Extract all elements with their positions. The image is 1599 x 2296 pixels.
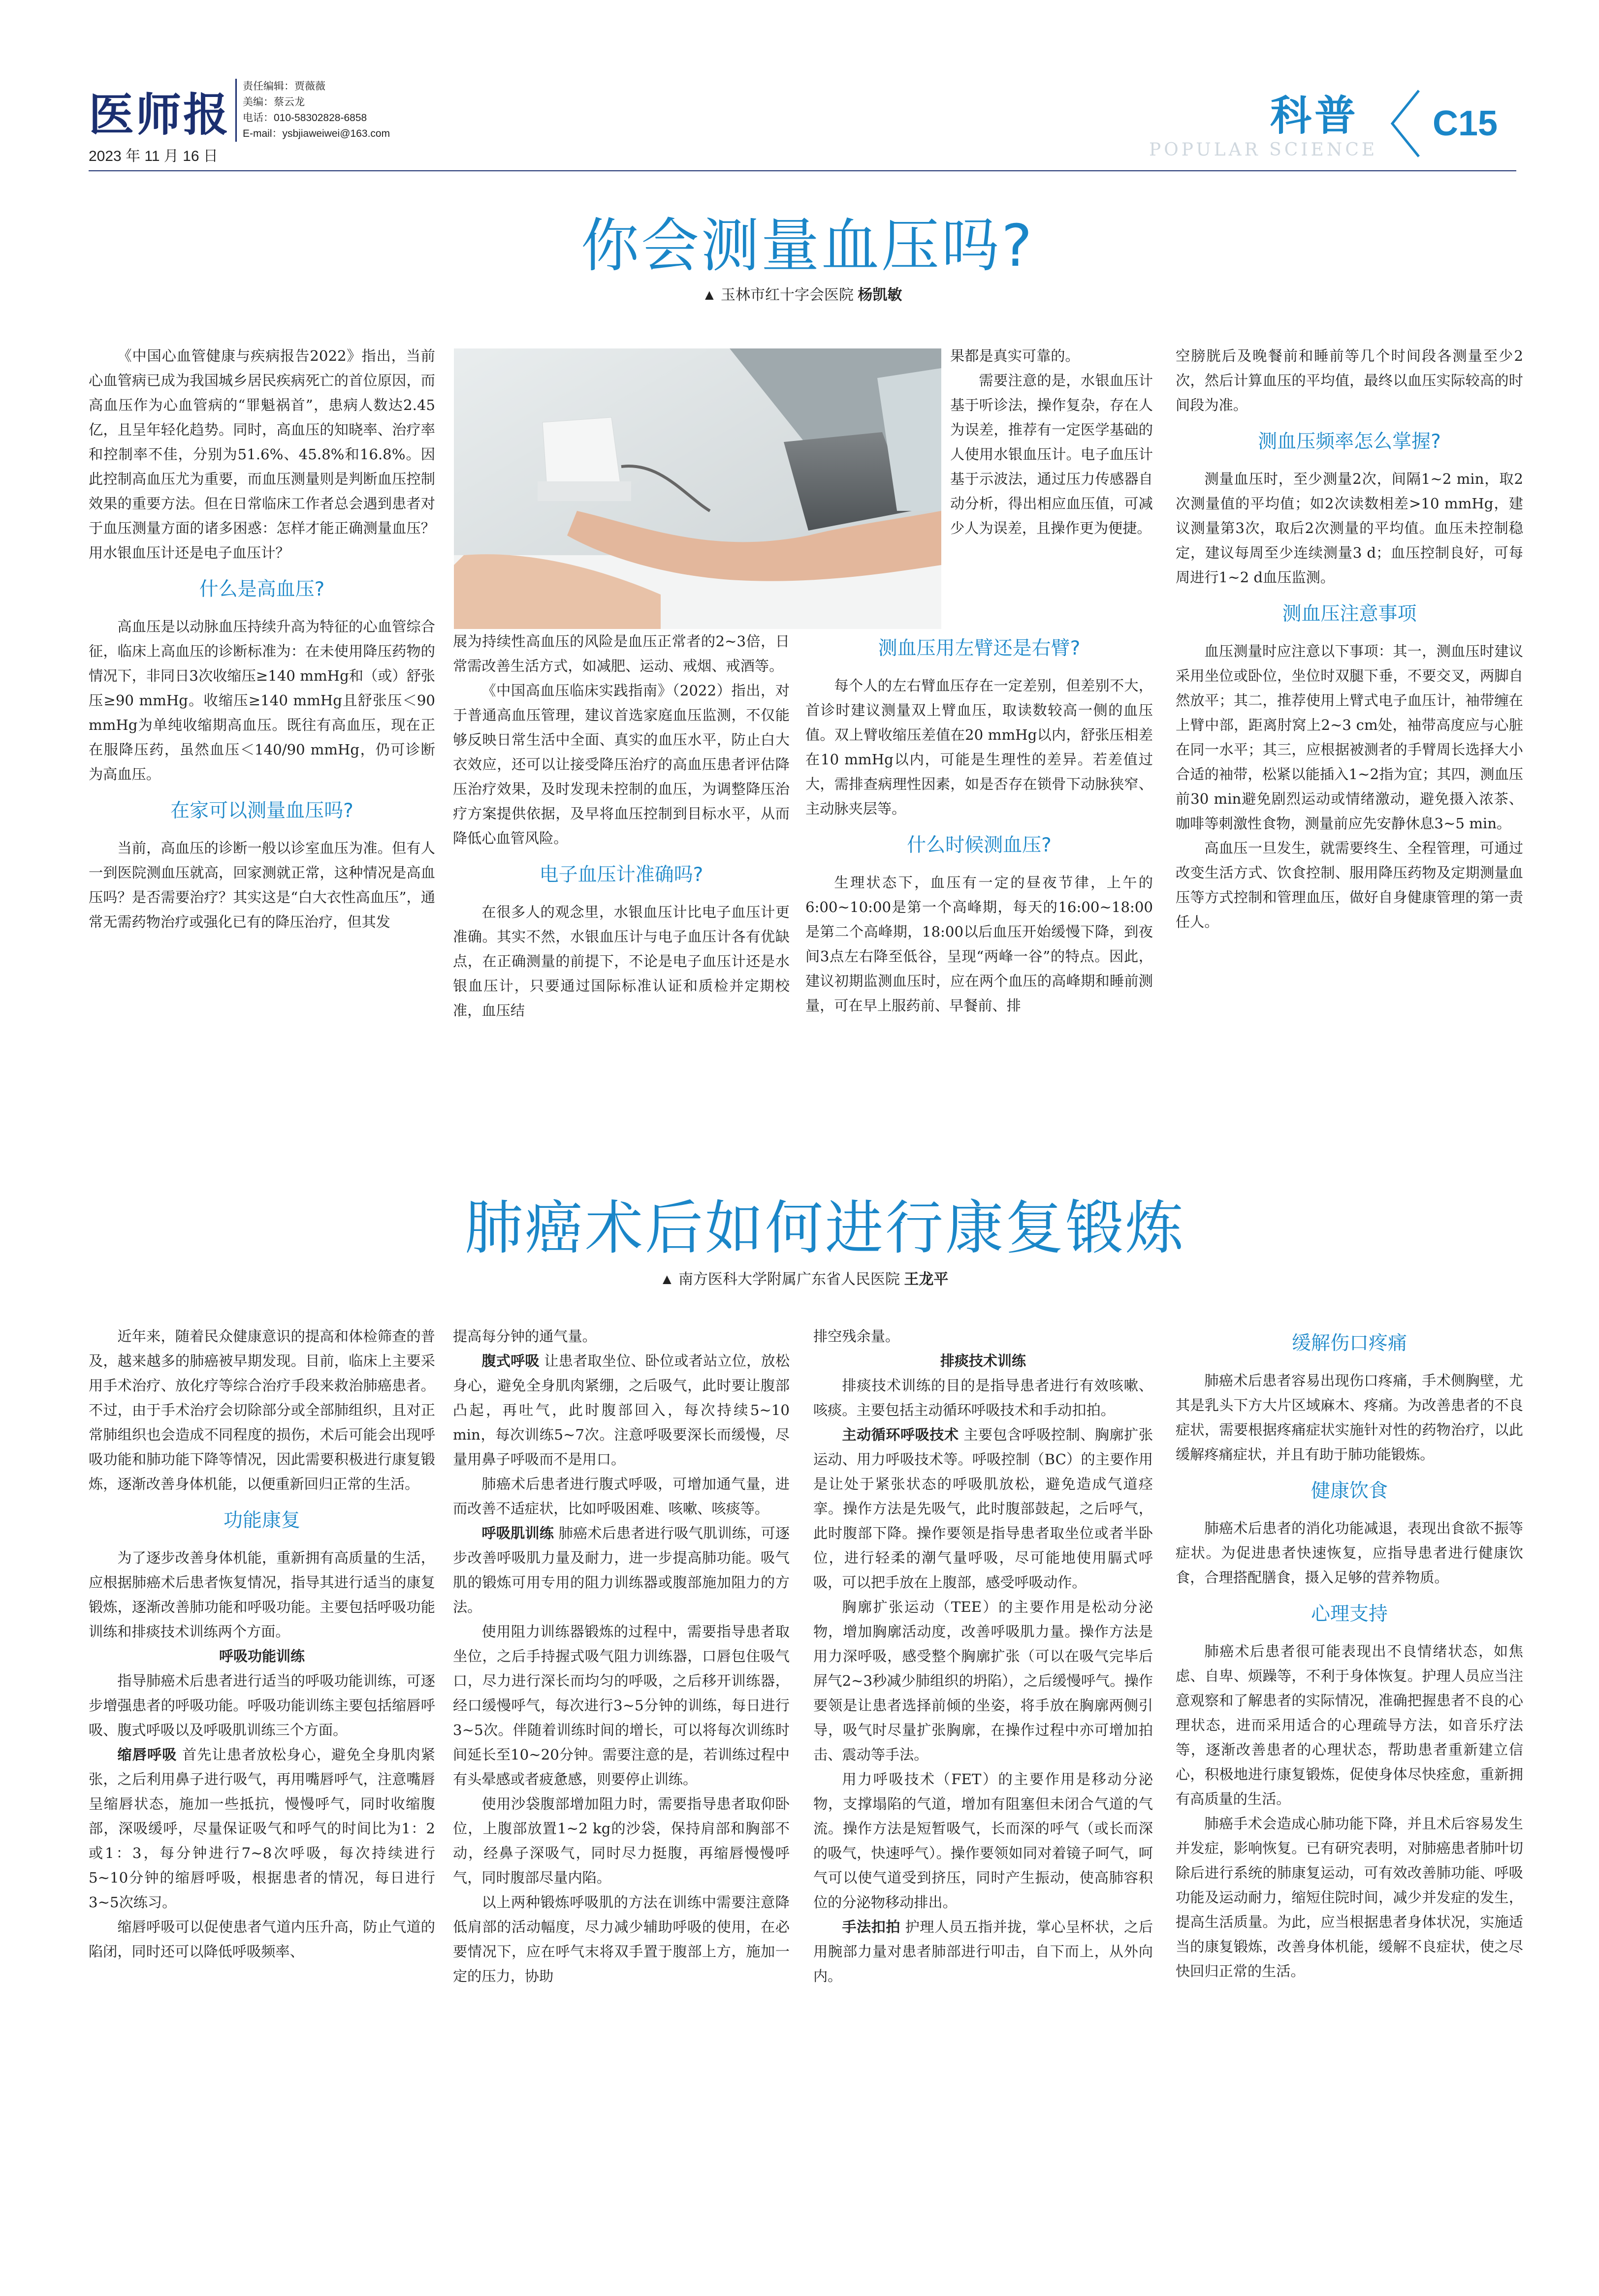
paragraph: 每个人的左右臂血压存在一定差别，但差别不大，首诊时建议测量双上臂血压，取读数较高一侧的血压值。双上臂收缩压差值在20 mmHg以内，舒张压相差在10 mmHg以内，可能是生理性的差异。若差值过大，需排查病理性因素，如是否存在锁骨下动脉狭窄、主动脉夹层等。: [805, 677, 1153, 817]
editor-line: 责任编辑：贾薇薇: [243, 81, 325, 92]
lead-term: 呼吸肌训练: [481, 1525, 554, 1541]
paragraph: 肺癌术后患者的消化功能减退，表现出食欲不振等症状。为促进患者快速恢复，应指导患者进行健康饮食，合理搭配膳食，摄入足够的营养物质。: [1176, 1520, 1523, 1586]
paragraph: 缩唇呼吸可以促使患者气道内压升高，防止气道的陷闭，同时还可以降低呼吸频率、: [89, 1919, 435, 1960]
paragraph: [813, 1915, 1153, 1988]
lead-term: 腹式呼吸: [481, 1352, 540, 1369]
lead-term: 手法扣拍: [842, 1919, 900, 1935]
article1-byline: [702, 283, 902, 304]
article2-column-1: [89, 1324, 435, 1964]
paragraph: 血压测量时应注意以下事项：其一，测血压时建议采用坐位或卧位，坐位时双腿下垂，不要交叉，两脚自然放平；其二，推荐使用上臂式电子血压计，袖带缠在上臂中部，距离肘窝上2~3 cm处，袖带高度应与心脏在同一水平；其三，应根据被测者的手臂周长选择大小合适的袖带，松紧以能插入1~2指为宜；其四，测血压前30 min避免剧烈运动或情绪激动，避免摄入浓茶、咖啡等刺激性食物，测量前应先安静休息3~5 min。: [1176, 643, 1523, 832]
designer-line: 美编：蔡云龙: [243, 96, 305, 108]
paragraph-text: 主要包含呼吸控制、胸廓扩张运动、用力呼吸技术等。呼吸控制（BC）的主要作用是让处于紧张状态的呼吸肌放松，避免造成气道痉挛。操作方法是先吸气，此时腹部鼓起，之后呼气，此时腹部下降。操作要领是指导患者取坐位或者半卧位，进行轻柔的潮气量呼吸，尽可能地使用膈式呼吸，可以把手放在上腹部，感受呼吸动作。: [813, 1426, 1153, 1591]
article1-author: 杨凯敏: [858, 287, 902, 303]
paragraph-text: 让患者取坐位、卧位或者站立位，放松身心，避免全身肌肉紧绷，之后吸气，此时要让腹部凸起，再吐气，此时腹部回入，每次持续5~10 min，每次训练5~7次。注意呼吸要深长而缓慢，尽量用鼻子呼吸而不是用口。: [453, 1352, 790, 1468]
article2-title: 肺癌术后如何进行康复锻炼: [465, 1194, 1186, 1262]
paragraph: [453, 1349, 790, 1472]
paragraph: 近年来，随着民众健康意识的提高和体检筛查的普及，越来越多的肺癌被早期发现。目前，临床上主要采用手术治疗、放化疗等综合治疗手段来救治肺癌患者。不过，由于手术治疗会切除部分或全部肺组织，且对正常肺组织也会造成不同程度的损伤，术后可能会出现呼吸功能和肺功能下降等情况，因此需要积极进行康复锻炼，逐渐改善身体机能，以便重新回归正常的生活。: [89, 1328, 435, 1492]
section-heading: 电子血压计准确吗?: [539, 864, 704, 886]
paragraph: 排痰技术训练的目的是指导患者进行有效咳嗽、咳痰。主要包括主动循环呼吸技术和手动扣拍。: [813, 1377, 1153, 1418]
article2-author: 王龙平: [904, 1271, 949, 1288]
lead-term: 主动循环呼吸技术: [842, 1426, 959, 1443]
paragraph: 测量血压时，至少测量2次，间隔1~2 min，取2次测量值的平均值；如2次读数相差>10 mmHg，建议测量第3次，取后2次测量的平均值。血压未控制稳定，建议每周至少连续测量3 d；血压控制良好，可每周进行1~2 d血压监测。: [1176, 471, 1523, 586]
article2-byline-org: ▲ 南方医科大学附属广东省人民医院: [660, 1271, 904, 1288]
lead-term: 缩唇呼吸: [117, 1746, 177, 1763]
paragraph: 指导肺癌术后患者进行适当的呼吸功能训练，可逐步增强患者的呼吸功能。呼吸功能训练主要包括缩唇呼吸、腹式呼吸以及呼吸肌训练三个方面。: [89, 1672, 435, 1738]
paragraph: [89, 1742, 435, 1915]
paragraph: 排空残余量。: [813, 1328, 900, 1345]
paragraph: 在很多人的观念里，水银血压计比电子血压计更准确。其实不然，水银血压计与电子血压计各有优缺点，在正确测量的前提下，不论是电子血压计还是水银血压计，只要通过国际标准认证和质检并定期校准，血压结: [453, 904, 790, 1019]
article1-byline-org: ▲ 玉林市红十字会医院: [702, 287, 858, 303]
section-heading: 测血压用左臂还是右臂?: [878, 637, 1081, 660]
paragraph-text: 护理人员五指并拢，掌心呈杯状，之后用腕部力量对患者肺部进行叩击，自下而上，从外向内。: [813, 1919, 1153, 1984]
paragraph: 《中国心血管健康与疾病报告2022》指出，当前心血管病已成为我国城乡居民疾病死亡的首位原因，而高血压作为心血管病的“罪魁祸首”，患病人数达2.45亿，且呈年轻化趋势。同时，高血压的知晓率、治疗率和控制率不佳，分别为51.6%、45.8%和16.8%。因此控制高血压尤为重要，而血压测量则是判断血压控制效果的重要方法。但在日常临床工作者总会遇到患者对于血压测量方面的诸多困惑：怎样才能正确测量血压？用水银血压计还是电子血压计？: [89, 347, 435, 561]
article1-column-2: [453, 629, 790, 1023]
paragraph: 肺癌术后患者容易出现伤口疼痛，手术侧胸壁，尤其是乳头下方大片区域麻木、疼痛。为改善患者的不良症状，需要根据疼痛症状实施针对性的药物治疗，以此缓解疼痛症状，并且有助于肺功能锻炼。: [1176, 1372, 1523, 1463]
page-number: C15: [1433, 104, 1498, 143]
section-heading: 在家可以测量血压吗?: [170, 800, 353, 822]
editor-info: [235, 79, 390, 142]
article2-column-4: [1176, 1319, 1523, 1983]
paragraph: 使用阻力训练器锻炼的过程中，需要指导患者取坐位，之后手持握式吸气阻力训练器，口唇包住吸气口，尽力进行深长而均匀的呼吸，之后移开训练器，经口缓慢呼气，每次进行3~5分钟的训练，每日进行3~5次。伴随着训练时间的增长，可以将每次训练时间延长至10~20分钟。需要注意的是，若训练过程中有头晕感或者疲惫感，则要停止训练。: [453, 1623, 790, 1788]
blood-pressure-photo: [454, 348, 941, 629]
email-line: E-mail：ysbjiaweiwei@163.com: [243, 128, 390, 139]
article1-column-4: [1176, 344, 1523, 934]
newspaper-logo: 医师报: [89, 88, 231, 141]
section-heading: 什么时候测血压?: [907, 834, 1052, 856]
article1-column-3: [805, 624, 1153, 1018]
article2-column-2: [453, 1324, 790, 1988]
paragraph: [813, 1422, 1153, 1595]
paragraph: 肺癌术后患者很可能表现出不良情绪状态，如焦虑、自卑、烦躁等，不利于身体恢复。护理人员应当注意观察和了解患者的实际情况，准确把握患者不良的心理状态，进而采用适合的心理疏导方法，如音乐疗法等，逐渐改善患者的心理状态，帮助患者重新建立信心，积极地进行康复锻炼，促使身体尽快痊愈，重新拥有高质量的生活。: [1176, 1643, 1523, 1807]
sub-heading: 呼吸功能训练: [219, 1648, 305, 1665]
paragraph: [453, 1521, 790, 1619]
paragraph: 《中国高血压临床实践指南》（2022）指出，对于普通高血压管理，建议首选家庭血压监测，不仅能够反映日常生活中全面、真实的血压水平，防止白大衣效应，还可以让接受降压治疗的高血压患者评估降压治疗效果，及时发现未控制的血压，为调整降压治疗方案提供依据，及早将血压控制到目标水平，从而降低心血管风险。: [453, 682, 790, 847]
article1-column-3-top: [950, 344, 1153, 540]
paragraph: 果都是真实可靠的。: [950, 347, 1080, 364]
section-heading: 什么是高血压?: [199, 578, 325, 600]
section-heading: 缓解伤口疼痛: [1291, 1332, 1407, 1354]
paragraph: 高血压是以动脉血压持续升高为特征的心血管综合征，临床上高血压的诊断标准为：在未使用降压药物的情况下，非同日3次收缩压≥140 mmHg和（或）舒张压≥90 mmHg。收缩压≥140 mmHg且舒张压＜90 mmHg为单纯收缩期高血压。既往有高血压，现在正在服降压药，虽然血压＜140/90 mmHg，仍可诊断为高血压。: [89, 618, 435, 783]
paragraph: 用力呼吸技术（FET）的主要作用是移动分泌物，支撑塌陷的气道，增加有阻塞但未闭合气道的气流。操作方法是短暂吸气，长而深的呼气（或长而深的吸气，快速呼气）。操作要领如同对着镜子呵气，呵气可以使气道受到挤压，同时产生振动，使高肺容积位的分泌物移动排出。: [813, 1771, 1153, 1911]
paragraph: 以上两种锻炼呼吸肌的方法在训练中需要注意降低肩部的活动幅度，尽力减少辅助呼吸的使用，在必要情况下，应在呼气末将双手置于腹部上方，施加一定的压力，协助: [453, 1894, 790, 1984]
article2-byline: [660, 1267, 948, 1289]
section-heading: 功能康复: [223, 1510, 300, 1532]
paragraph: 高血压一旦发生，就需要终生、全程管理，可通过改变生活方式、饮食控制、服用降压药物及定期测量血压等方式控制和管理血压，做好自身健康管理的第一责任人。: [1176, 840, 1523, 930]
publication-date: 2023 年 11 月 16 日: [89, 148, 218, 164]
section-name-english: POPULAR SCIENCE: [1149, 140, 1378, 160]
section-heading: 测血压频率怎么掌握?: [1258, 431, 1441, 453]
paragraph: 为了逐步改善身体机能，重新拥有高质量的生活，应根据肺癌术后患者恢复情况，指导其进行适当的康复锻炼，逐渐改善肺功能和呼吸功能。主要包括呼吸功能训练和排痰技术训练两个方面。: [89, 1549, 435, 1640]
paragraph: 空膀胱后及晚餐前和睡前等几个时间段各测量至少2次，然后计算血压的平均值，最终以血压实际较高的时间段为准。: [1176, 347, 1523, 413]
article2-column-3: [813, 1324, 1153, 1988]
article1-column-1: [89, 344, 435, 934]
section-heading: 测血压注意事项: [1282, 603, 1417, 625]
paragraph: 生理状态下，血压有一定的昼夜节律，上午的6:00~10:00是第一个高峰期，每天的16:00~18:00是第二个高峰期，18:00以后血压开始缓慢下降，到夜间3点左右降至低谷，呈现“两峰一谷”的特点。因此，建议初期监测血压时，应在两个血压的高峰期和睡前测量，可在早上服药前、早餐前、排: [805, 874, 1153, 1014]
paragraph: 当前，高血压的诊断一般以诊室血压为准。但有人一到医院测血压就高，回家测就正常，这种情况是高血压吗？是否需要治疗？其实这是“白大衣性高血压”，通常无需药物治疗或强化已有的降压治疗，但其发: [89, 840, 435, 930]
paragraph: 胸廓扩张运动（TEE）的主要作用是松动分泌物，增加胸廓活动度，改善呼吸肌力量。操作方法是用力深呼吸，感受整个胸廓扩张（可以在吸气完毕后屏气2~3秒减少肺组织的坍陷），之后缓慢呼气。操作要领是让患者选择前倾的坐姿，将手放在胸廓两侧引导，吸气时尽量扩张胸廓，在操作过程中亦可增加拍击、震动等手法。: [813, 1599, 1153, 1763]
header-divider: [89, 170, 1516, 171]
sub-heading: 排痰技术训练: [940, 1352, 1026, 1369]
paragraph: 肺癌手术会造成心肺功能下降，并且术后容易发生并发症，影响恢复。已有研究表明，对肺癌患者肺叶切除后进行系统的肺康复运动，可有效改善肺功能、呼吸功能及运动耐力，缩短住院时间，减少并发症的发生，提高生活质量。为此，应当根据患者身体状况，实施适当的康复锻炼，改善身体机能，缓解不良症状，使之尽快回归正常的生活。: [1176, 1815, 1523, 1980]
chevron-left-icon: [1384, 87, 1432, 160]
paragraph-text: 肺癌术后患者进行吸气肌训练，可逐步改善呼吸肌力量及耐力，进一步提高肺功能。吸气肌的锻炼可用专用的阻力训练器或腹部施加阻力的方法。: [453, 1525, 790, 1615]
section-heading: 健康饮食: [1311, 1480, 1388, 1502]
article1-title: 你会测量血压吗?: [581, 212, 1034, 280]
paragraph: 提高每分钟的通气量。: [453, 1328, 597, 1345]
paragraph: 需要注意的是，水银血压计基于听诊法，操作复杂，存在人为误差，推荐有一定医学基础的人使用水银血压计。电子血压计基于示波法，通过压力传感器自动分析，得出相应血压值，可减少人为误差，且操作更为便捷。: [950, 372, 1153, 536]
paragraph: 展为持续性高血压的风险是血压正常者的2~3倍，日常需改善生活方式，如减肥、运动、戒烟、戒酒等。: [453, 633, 790, 674]
section-heading: 心理支持: [1311, 1603, 1388, 1625]
section-name: 科普: [1270, 92, 1359, 140]
paragraph-text: 首先让患者放松身心，避免全身肌肉紧张，之后利用鼻子进行吸气，再用嘴唇呼气，注意嘴唇呈缩唇状态，施加一些抵抗，慢慢呼气，同时收缩腹部，深吸缓呼，尽量保证吸气和呼气的时间比为1：2或1：3，每分钟进行7~8次呼吸，每次持续进行5~10分钟的缩唇呼吸，根据患者的情况，每日进行3~5次练习。: [89, 1746, 436, 1911]
paragraph: 使用沙袋腹部增加阻力时，需要指导患者取仰卧位，上腹部放置1~2 kg的沙袋，保持肩部和胸部不动，经鼻子深吸气，同时尽力挺腹，再缩唇慢慢呼气，同时腹部尽量内陷。: [453, 1795, 790, 1886]
paragraph: 肺癌术后患者进行腹式呼吸，可增加通气量，进而改善不适症状，比如呼吸困难、咳嗽、咳痰等。: [453, 1476, 790, 1517]
phone-line: 电话：010-58302828-6858: [243, 112, 367, 124]
